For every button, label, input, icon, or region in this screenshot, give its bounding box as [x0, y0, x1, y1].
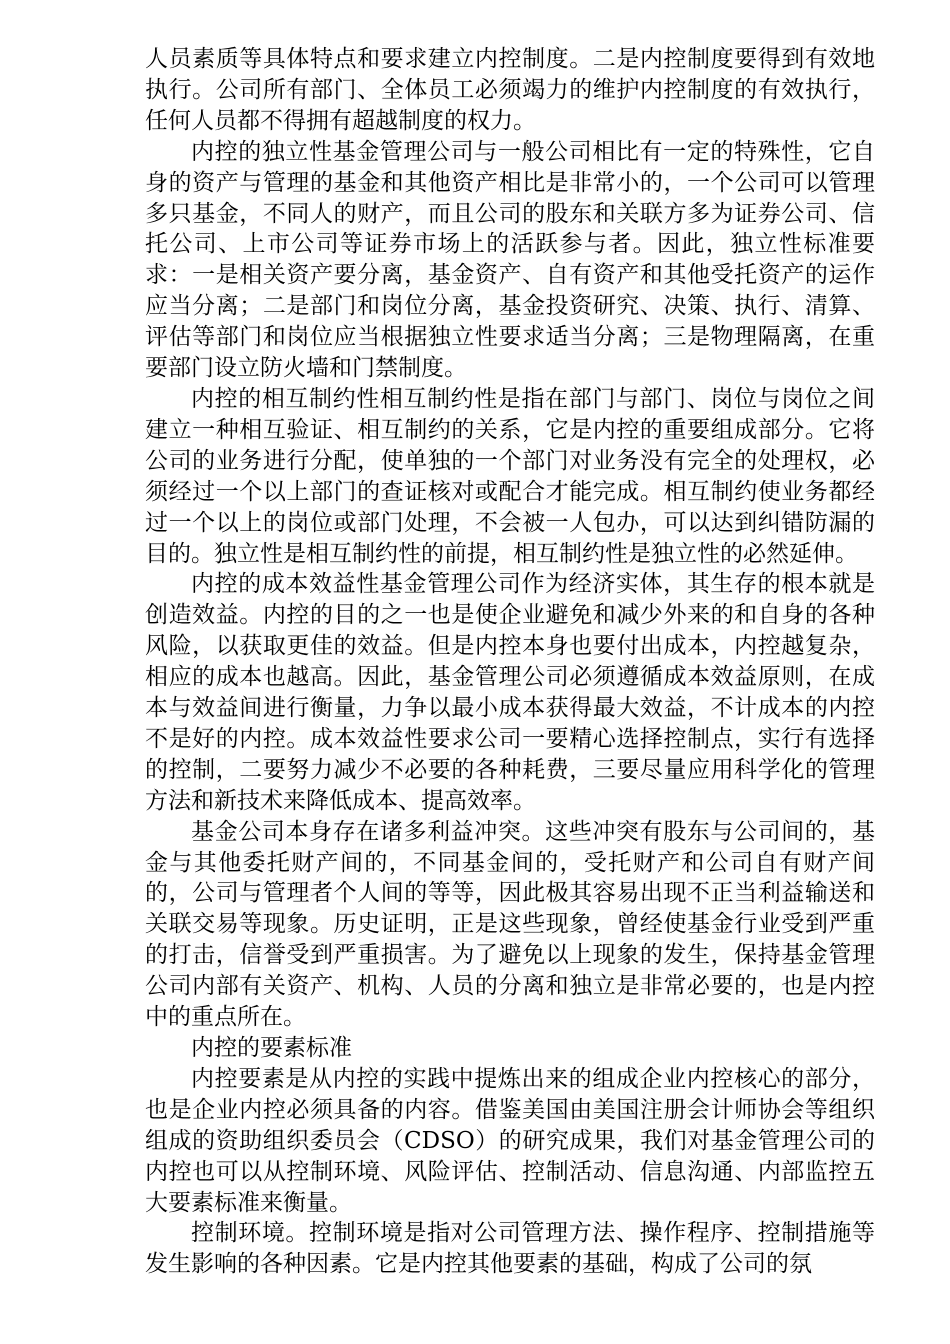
- paragraph-continuation: 人员素质等具体特点和要求建立内控制度。二是内控制度要得到有效地执行。公司所有部门、全体员工必须竭力的维护内控制度的有效执行，任何人员都不得拥有超越制度的权力。: [145, 46, 875, 134]
- paragraph-cost-benefit: 内控的成本效益性基金管理公司作为经济实体，其生存的根本就是创造效益。内控的目的之一也是使企业避免和减少外来的和自身的各种风险，以获取更佳的效益。但是内控本身也要付出成本，内控越复杂，相应的成本也越高。因此，基金管理公司必须遵循成本效益原则，在成本与效益间进行衡量，力争以最小成本获得最大效益，不计成本的内控不是好的内控。成本效益性要求公司一要精心选择控制点，实行有选择的控制，二要努力减少不必要的各种耗费，三要尽量应用科学化的管理方法和新技术来降低成本、提高效率。: [145, 571, 875, 814]
- paragraph-independence: 内控的独立性基金管理公司与一般公司相比有一定的特殊性，它自身的资产与管理的基金和其他资产相比是非常小的，一个公司可以管理多只基金，不同人的财产，而且公司的股东和关联方多为证券公司、信托公司、上市公司等证券市场上的活跃参与者。因此，独立性标准要求：一是相关资产要分离，基金资产、自有资产和其他受托资产的运作应当分离；二是部门和岗位分离，基金投资研究、决策、执行、清算、评估等部门和岗位应当根据独立性要求适当分离；三是物理隔离，在重要部门设立防火墙和门禁制度。: [145, 138, 875, 382]
- paragraph-elements: 内控要素是从内控的实践中提炼出来的组成企业内控核心的部分，也是企业内控必须具备的内容。借鉴美国由美国注册会计师协会等组织组成的资助组织委员会（CDSO）的研究成果，我们对基金管理公司的内控也可以从控制环境、风险评估、控制活动、信息沟通、内部监控五大要素标准来衡量。: [145, 1065, 875, 1216]
- paragraph-mutual-restraint: 内控的相互制约性相互制约性是指在部门与部门、岗位与岗位之间建立一种相互验证、相互制约的关系，它是内控的重要组成部分。它将公司的业务进行分配，使单独的一个部门对业务没有完全的处理权，必须经过一个以上部门的查证核对或配合才能完成。相互制约使业务都经过一个以上的岗位或部门处理，不会被一人包办，可以达到纠错防漏的目的。独立性是相互制约性的前提，相互制约性是独立性的必然延伸。: [145, 385, 875, 567]
- paragraph-control-environment: 控制环境。控制环境是指对公司管理方法、操作程序、控制措施等发生影响的各种因素。它是内控其他要素的基础，构成了公司的氛: [145, 1220, 875, 1278]
- body-text: [145, 44, 875, 1280]
- paragraph-conflicts: 基金公司本身存在诸多利益冲突。这些冲突有股东与公司间的，基金与其他委托财产间的，不同基金间的，受托财产和公司自有财产间的，公司与管理者个人间的等等，因此极其容易出现不正当利益输送和关联交易等现象。历史证明，正是这些现象，曾经使基金行业受到严重的打击，信誉受到严重损害。为了避免以上现象的发生，保持基金管理公司内部有关资产、机构、人员的分离和独立是非常必要的，也是内控中的重点所在。: [145, 818, 875, 1031]
- section-heading-elements: 内控的要素标准: [191, 1035, 352, 1061]
